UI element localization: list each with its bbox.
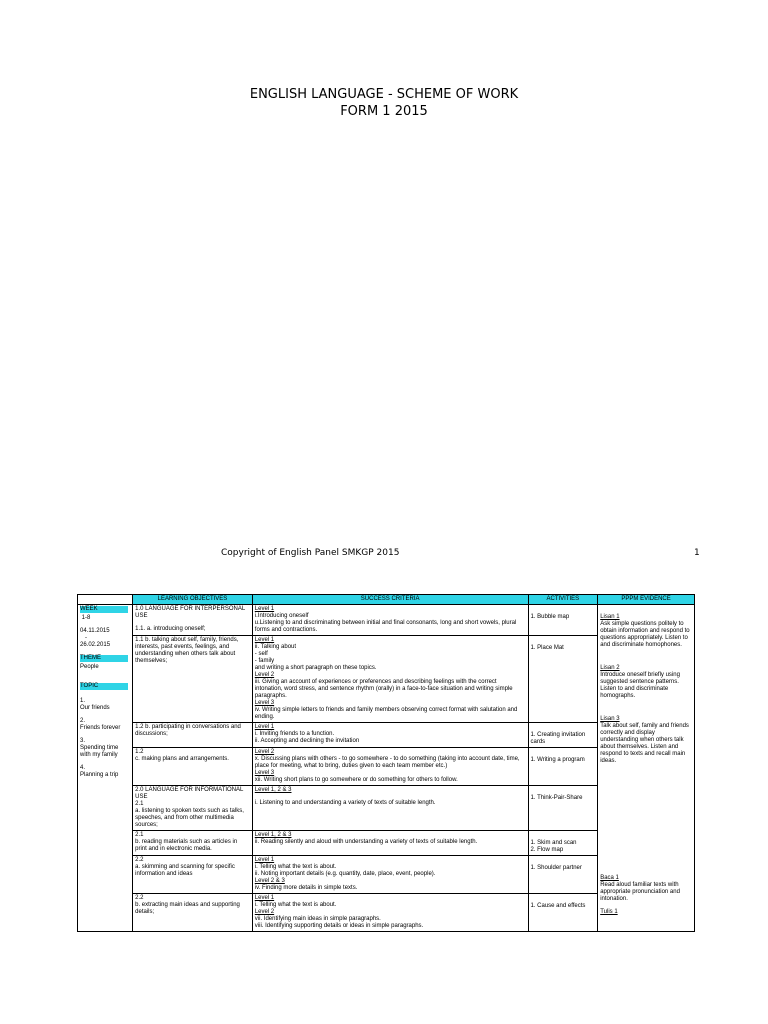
date-from: 04.11.2015: [80, 628, 110, 634]
learning-objective-cell: [133, 636, 253, 723]
activities-cell: [528, 636, 598, 723]
criteria-line: ii. Noting important details (e.g. quantity, date, place, event, people).: [254, 871, 436, 877]
activities-cell: [528, 856, 598, 894]
criteria-line: iv. Writing simple letters to friends and family members observing correct format with salutation and ending.: [254, 707, 518, 720]
pppm-level-heading: Lisan 2: [600, 665, 620, 671]
activity-text: 1. Shoulder partner: [530, 865, 582, 871]
date-separator: -: [80, 635, 87, 641]
activities-cell: [528, 894, 598, 932]
activities-cell: [528, 723, 598, 748]
criteria-line: i.Introducing oneself: [254, 613, 309, 619]
week-value: 1-8: [80, 615, 91, 621]
pppm-evidence-cell: [598, 605, 695, 932]
header-cell-blank: [78, 595, 133, 605]
pppm-level-heading: Baca 1: [600, 875, 619, 881]
criteria-line: vii. Identifying main ideas in simple paragraphs.: [254, 916, 381, 922]
topic-item: 3.: [80, 738, 86, 744]
pppm-line: Ask simple questions politely to obtain information and respond to questions appropriately. Listen to and discriminate homophones.: [600, 621, 690, 648]
success-criteria-cell: [252, 636, 528, 723]
objective-line: 2.2: [135, 895, 144, 901]
criteria-line: i. Inviting friends to a function.: [254, 731, 335, 737]
criteria-line: i. Telling what the text is about.: [254, 902, 337, 908]
pppm-spacer: [600, 765, 692, 875]
objective-line: c. making plans and arrangements.: [135, 756, 229, 762]
learning-objective-cell: [133, 748, 253, 786]
success-criteria-cell: [252, 786, 528, 831]
header-success-criteria: SUCCESS CRITERIA: [252, 595, 528, 605]
criteria-line: i. Telling what the text is about.: [254, 864, 337, 870]
criteria-level-heading: Level 1: [254, 724, 275, 730]
scheme-table: [77, 594, 695, 932]
learning-objective-cell: [133, 605, 253, 636]
table-header-row: [78, 595, 695, 605]
activity-text: 1. Think-Pair-Share: [530, 795, 583, 801]
criteria-line: x. Discussing plans with others - to go somewhere - to do something (taking into account date, time, place for meeting, what to bring, duties given to each team member etc.): [254, 756, 520, 769]
criteria-line: iii. Giving an account of experiences or preferences and describing feelings with the correct intonation, word stress, and sentence rhythm (orally) in a face-to-face situation and writing simple paragraphs.: [254, 679, 513, 699]
criteria-level-heading: Level 1: [254, 857, 275, 863]
activity-text: 1. Cause and effects: [530, 903, 586, 909]
activities-cell: [528, 605, 598, 636]
activities-cell: [528, 748, 598, 786]
objective-line: 2.1: [135, 832, 144, 838]
scheme-table-wrapper: [77, 594, 695, 1024]
success-criteria-cell: [252, 831, 528, 856]
activities-cell: [528, 786, 598, 831]
criteria-line: and writing a short paragraph on these topics.: [254, 665, 377, 671]
success-criteria-cell: [252, 856, 528, 894]
pppm-line: Read aloud familiar texts with appropriate pronunciation and intonation.: [600, 882, 680, 902]
topic-item: Planning a trip: [80, 772, 119, 778]
success-criteria-cell: [252, 605, 528, 636]
activity-text: 1. Place Mat: [530, 645, 564, 651]
criteria-level-heading: Level 1: [254, 895, 275, 901]
objective-line: 2.2: [135, 857, 144, 863]
theme-value: People: [80, 664, 99, 670]
criteria-line: ii. Accepting and declining the invitation: [254, 738, 360, 744]
criteria-line: iv. Finding more details in simple texts.: [254, 885, 358, 891]
copyright-text: Copyright of English Panel SMKGP 2015: [221, 548, 400, 558]
topic-item: Friends forever: [80, 725, 121, 731]
learning-objective-cell: [133, 723, 253, 748]
objective-line: 1.0 LANGUAGE FOR INTERPERSONAL USE: [135, 606, 245, 619]
criteria-line: u.Listening to and discriminating between initial and final consonants, long and short vowels, plural forms and contractions.: [254, 620, 517, 633]
topic-item: 4.: [80, 765, 86, 771]
criteria-line: xii. Writing short plans to go somewhere or do something for others to follow.: [254, 777, 458, 783]
objective-line: a. skimming and scanning for specific information and ideas: [135, 864, 235, 877]
criteria-level-heading: Level 1, 2 & 3: [254, 787, 292, 793]
table-body: [78, 605, 695, 932]
criteria-line: i. Listening to and understanding a variety of texts of suitable length.: [254, 800, 436, 806]
pppm-evidence-content: [600, 606, 692, 916]
learning-objective-cell: [133, 894, 253, 932]
topic-item: 1.: [80, 698, 86, 704]
title-line-2: FORM 1 2015: [340, 104, 428, 119]
criteria-level-heading: Level 2: [254, 672, 275, 678]
week-label: WEEK: [80, 606, 128, 613]
criteria-level-heading: Level 1: [254, 637, 275, 643]
date-to: 26.02.2015: [80, 642, 111, 648]
learning-objective-cell: [133, 831, 253, 856]
activity-text: 1. Writing a program: [530, 757, 585, 763]
criteria-level-heading: Level 1, 2 & 3: [254, 832, 292, 838]
left-spacer: [80, 779, 130, 785]
theme-label: THEME: [80, 655, 128, 662]
criteria-line: ii. Talking about: [254, 644, 297, 650]
activities-cell: [528, 831, 598, 856]
header-activities: ACTIVITIES: [528, 595, 598, 605]
criteria-level-heading: Level 3: [254, 700, 275, 706]
objective-line: a. listening to spoken texts such as talks, speeches, and from other multimedia sources;: [135, 808, 244, 828]
objective-line: b. reading materials such as articles in print and in electronic media.: [135, 839, 238, 852]
page-number: 1: [694, 548, 700, 558]
criteria-level-heading: Level 1: [254, 606, 275, 612]
topic-item: 2.: [80, 718, 86, 724]
document-title: [0, 86, 768, 120]
topic-label: TOPIC: [80, 683, 128, 690]
criteria-line: - self: [254, 651, 268, 657]
objective-line: 1.1. a. introducing oneself;: [135, 626, 206, 632]
criteria-level-heading: Level 2: [254, 909, 275, 915]
pppm-level-heading: Lisan 3: [600, 716, 620, 722]
pppm-line: Introduce oneself briefly using suggested sentence patterns. Listen to and discriminate homographs.: [600, 672, 680, 699]
topic-item: Spending time with my family: [80, 745, 119, 758]
pppm-spacer: [600, 649, 692, 665]
learning-objective-cell: [133, 786, 253, 831]
pppm-line: Talk about self, family and friends correctly and display understanding when others talk about themselves. Listen and respond to texts and recall main ideas.: [600, 723, 689, 764]
criteria-level-heading: Level 2: [254, 749, 275, 755]
activity-text: 1. Skim and scan 2. Flow map: [530, 840, 577, 853]
topic-item: Our friends: [80, 705, 110, 711]
objective-line: 2.0 LANGUAGE FOR INFORMATIONAL USE: [135, 787, 244, 800]
objective-line: 2.1: [135, 801, 144, 807]
objective-line: 1.2 b. participating in conversations and discussions;: [135, 724, 241, 737]
criteria-level-heading: Level 2 & 3: [254, 878, 285, 884]
objective-line: 1.2: [135, 749, 144, 755]
objective-line: b. extracting main ideas and supporting details;: [135, 902, 240, 915]
pppm-level-heading: Lisan 1: [600, 614, 620, 620]
pppm-level-heading: Tulis 1: [600, 909, 618, 915]
objective-line: 1.1 b. talking about self, family, friends, interests, past events, feelings, and understanding when others talk about themselves;: [135, 637, 239, 664]
activity-text: 1. Creating invitation cards: [530, 732, 586, 745]
header-learning-objectives: LEARNING OBJECTIVES: [133, 595, 253, 605]
table-row: [78, 605, 695, 636]
criteria-line: ii. Reading silently and aloud with understanding a variety of texts of suitable length.: [254, 839, 478, 845]
success-criteria-cell: [252, 723, 528, 748]
success-criteria-cell: [252, 748, 528, 786]
criteria-line: - family: [254, 658, 275, 664]
title-line-1: ENGLISH LANGUAGE - SCHEME OF WORK: [249, 87, 519, 102]
activity-text: 1. Bubble map: [530, 614, 570, 620]
success-criteria-cell: [252, 894, 528, 932]
week-theme-topic-cell: [78, 605, 133, 932]
criteria-line: viii. Identifying supporting details or ideas in simple paragraphs.: [254, 923, 424, 929]
learning-objective-cell: [133, 856, 253, 894]
criteria-level-heading: Level 3: [254, 770, 275, 776]
header-pppm-evidence: PPPM EVIDENCE: [598, 595, 695, 605]
pppm-spacer: [600, 700, 692, 716]
